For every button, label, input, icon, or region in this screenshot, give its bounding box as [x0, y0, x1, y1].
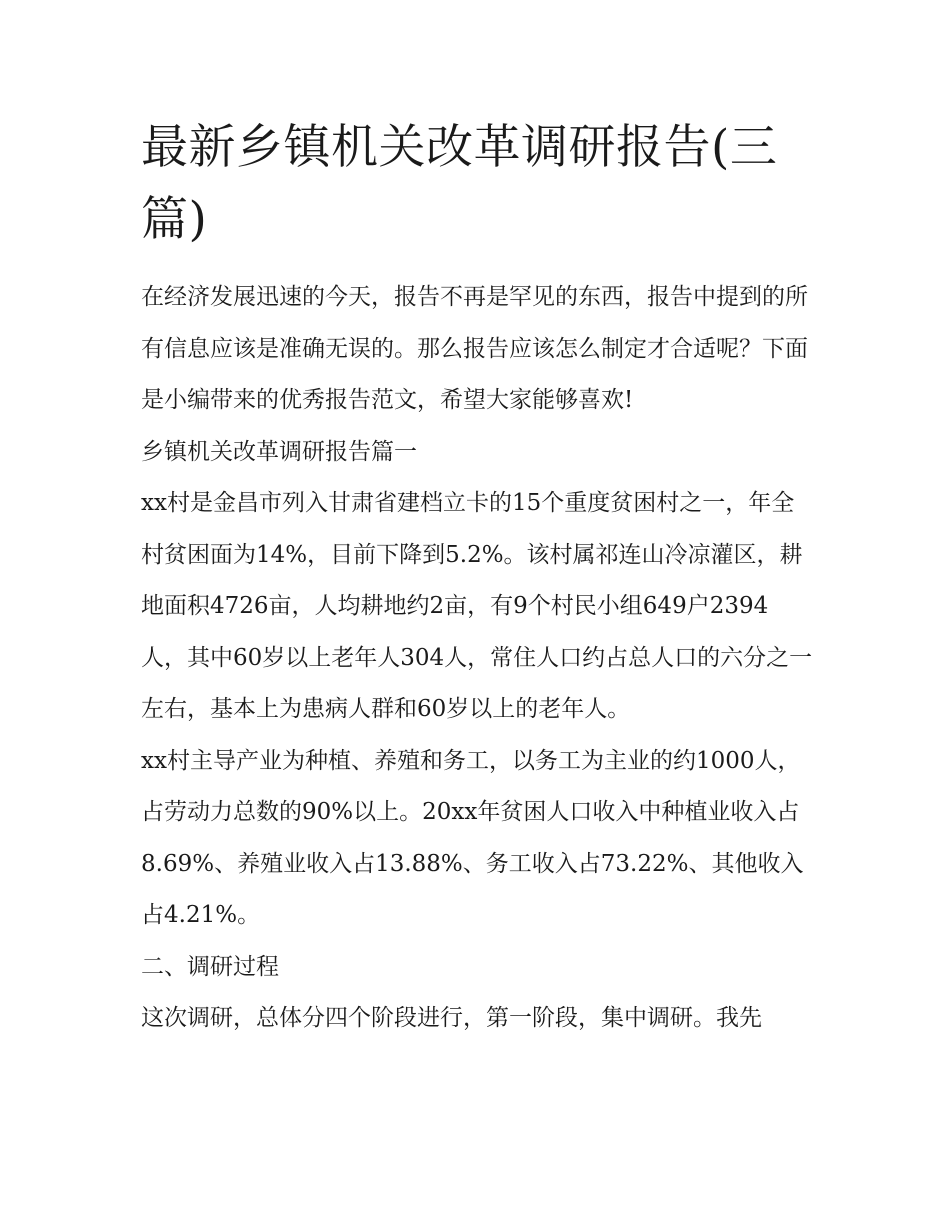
document-page	[141, 112, 813, 1045]
intro-paragraph: 在经济发展迅速的今天，报告不再是罕见的东西，报告中提到的所有信息应该是准确无误的。那么报告应该怎么制定才合适呢？下面是小编带来的优秀报告范文，希望大家能够喜欢!	[141, 284, 808, 413]
section-heading-research-process: 二、调研过程	[141, 953, 279, 980]
section-heading-part-one: 乡镇机关改革调研报告篇一	[141, 438, 417, 465]
document-title: 最新乡镇机关改革调研报告(三篇)	[141, 120, 778, 247]
village-overview-paragraph: xx村是金昌市列入甘肃省建档立卡的15个重度贫困村之一，年全村贫困面为14%，目前下降到5.2%。该村属祁连山冷凉灌区，耕地面积4726亩，人均耕地约2亩，有9个村民小组649户2394人，其中60岁以上老年人304人，常住人口约占总人口的六分之一左右，基本上为患病人群和60岁以上的老年人。	[141, 490, 813, 722]
industry-income-paragraph: xx村主导产业为种植、养殖和务工，以务工为主业的约1000人，占劳动力总数的90%以上。20xx年贫困人口收入中种植业收入占8.69%、养殖业收入占13.88%、务工收入占73.22%、其他收入占4.21%。	[141, 747, 804, 928]
research-stages-paragraph: 这次调研，总体分四个阶段进行，第一阶段，集中调研。我先	[141, 1005, 762, 1031]
